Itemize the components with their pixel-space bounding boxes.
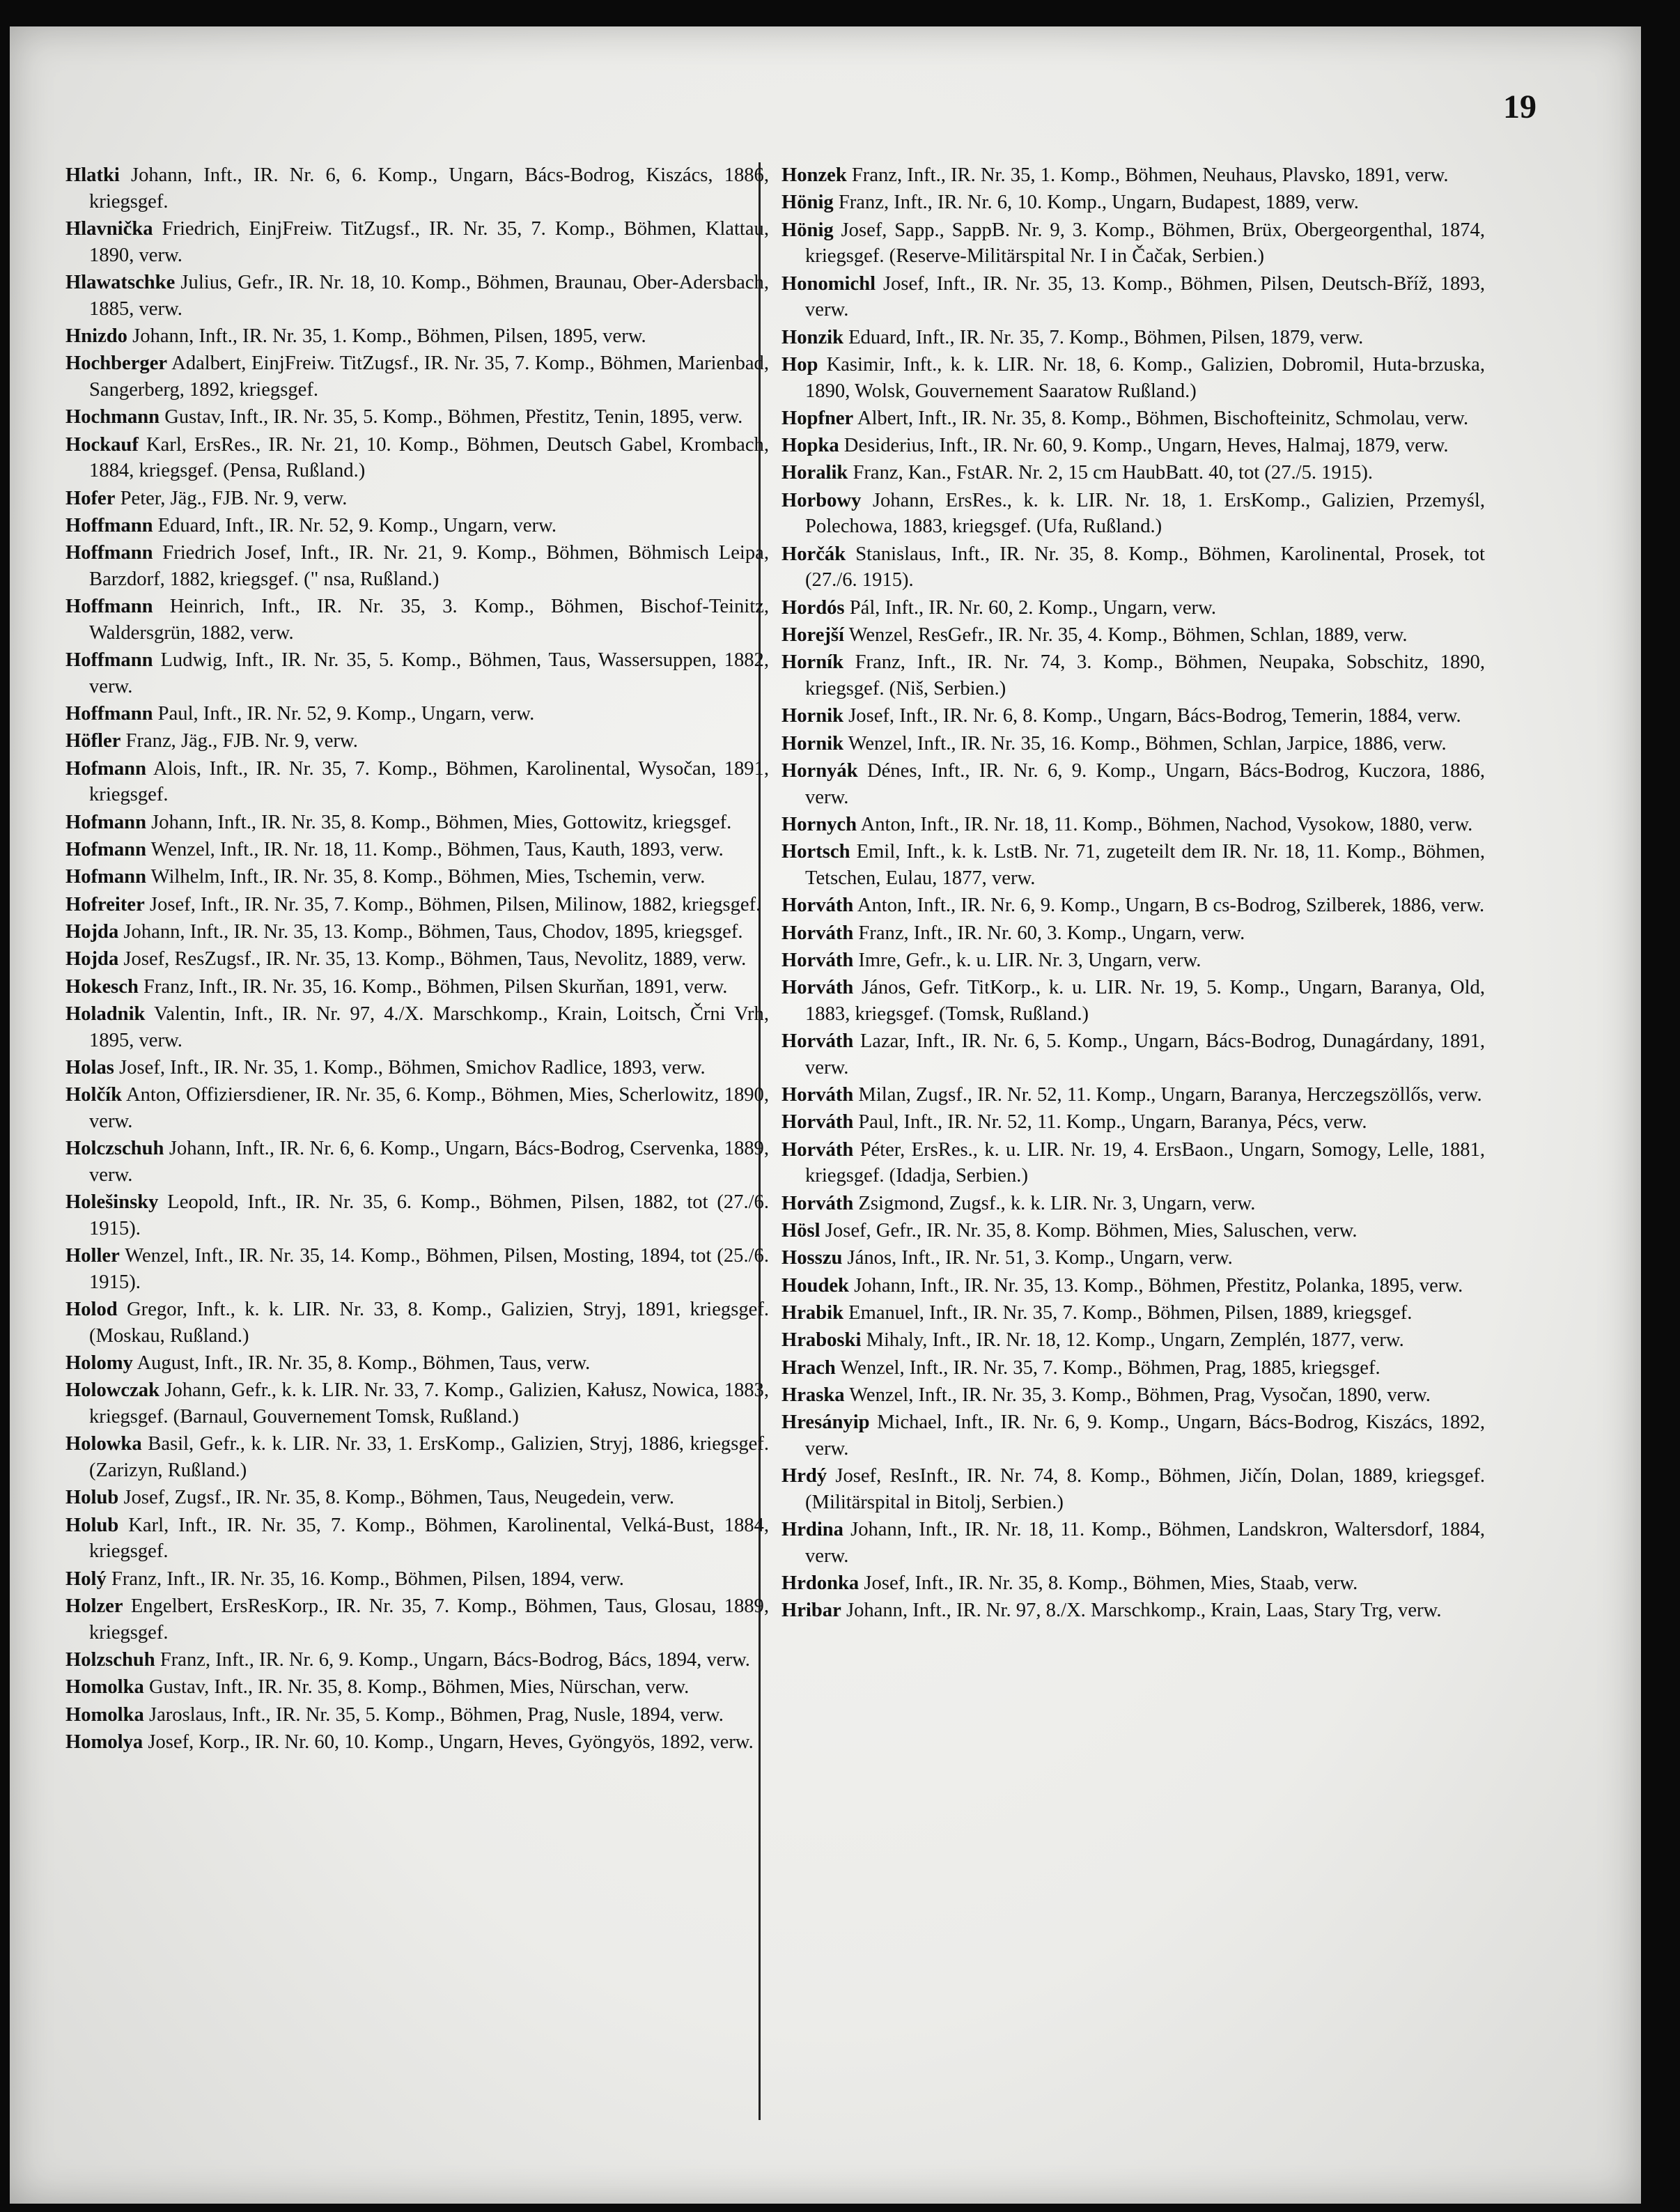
register-entry <box>65 1377 769 1430</box>
entry-details: Kasimir, Inft., k. k. LIR. Nr. 18, 6. Komp., Galizien, Dobromil, Huta-brzuska, 1890, Wolsk, Gouvernement Saaratow Rußland.) <box>805 353 1485 402</box>
register-entry <box>781 731 1485 757</box>
entry-surname: Holas <box>65 1056 114 1078</box>
entry-details: Franz, Inft., IR. Nr. 60, 3. Komp., Ungarn, verw. <box>858 922 1245 944</box>
page-number: 19 <box>1503 88 1537 125</box>
register-entry <box>65 919 769 945</box>
register-entry <box>65 486 769 512</box>
entry-details: Emil, Inft., k. k. LstB. Nr. 71, zugeteilt dem IR. Nr. 18, 11. Komp., Böhmen, Tetschen, Eulau, 1877, verw. <box>805 841 1485 889</box>
entry-details: Johann, Inft., IR. Nr. 6, 6. Komp., Ungarn, Bács-Bodrog, Kiszács, 1886, kriegsgef. <box>89 164 769 212</box>
entry-surname: Holzer <box>65 1595 123 1618</box>
entry-surname: Hokesch <box>65 975 139 998</box>
register-entry <box>781 1300 1485 1327</box>
entry-details: Paul, Inft., IR. Nr. 52, 11. Komp., Ungarn, Baranya, Pécs, verw. <box>858 1111 1367 1134</box>
register-entry <box>781 1327 1485 1354</box>
register-entry <box>781 190 1485 216</box>
register-entry <box>65 1485 769 1511</box>
register-entry <box>781 162 1485 189</box>
register-entry <box>781 433 1485 459</box>
register-entry <box>65 1647 769 1673</box>
entry-details: Anton, Inft., IR. Nr. 6, 9. Komp., Ungarn, B cs-Bodrog, Szilberek, 1886, verw. <box>857 895 1485 917</box>
entry-details: Michael, Inft., IR. Nr. 6, 9. Komp., Ungarn, Bács-Bodrog, Kiszács, 1892, verw. <box>805 1411 1485 1460</box>
entry-details: János, Gefr. TitKorp., k. u. LIR. Nr. 19, 5. Komp., Ungarn, Baranya, Old, 1883, kriegsgef. (Tomsk, Rußland.) <box>805 977 1485 1025</box>
register-entry <box>781 1082 1485 1108</box>
entry-surname: Horčák <box>781 543 846 565</box>
register-entry <box>65 270 769 322</box>
register-entry <box>65 540 769 592</box>
entry-details: Franz, Inft., IR. Nr. 6, 10. Komp., Ungarn, Budapest, 1889, verw. <box>838 192 1359 214</box>
entry-details: Pál, Inft., IR. Nr. 60, 2. Komp., Ungarn, verw. <box>849 596 1216 619</box>
entry-surname: Hresányip <box>781 1411 870 1434</box>
register-entry <box>781 622 1485 649</box>
entry-details: Eduard, Inft., IR. Nr. 52, 9. Komp., Ungarn, verw. <box>157 514 557 536</box>
entry-surname: Hoffmann <box>65 542 153 564</box>
entry-surname: Horváth <box>781 895 854 917</box>
entry-surname: Hrabik <box>781 1301 843 1324</box>
entry-details: Peter, Jäg., FJB. Nr. 9, verw. <box>120 487 348 509</box>
entry-details: Anton, Offiziersdiener, IR. Nr. 35, 6. Komp., Böhmen, Mies, Scherlowitz, 1890, verw. <box>89 1084 769 1132</box>
register-entry <box>65 1674 769 1701</box>
entry-details: Wenzel, Inft., IR. Nr. 35, 14. Komp., Böhmen, Pilsen, Mosting, 1894, tot (25./6. 1915). <box>89 1245 769 1293</box>
entry-surname: Hofreiter <box>65 893 145 915</box>
register-entry <box>65 216 769 268</box>
entry-details: Wenzel, Inft., IR. Nr. 35, 3. Komp., Böhmen, Prag, Vysočan, 1890, verw. <box>849 1384 1431 1406</box>
register-entry <box>781 595 1485 621</box>
register-entry <box>65 810 769 836</box>
register-entry <box>65 1243 769 1295</box>
entry-surname: Holomy <box>65 1352 133 1375</box>
entry-details: Gregor, Inft., k. k. LIR. Nr. 33, 8. Komp., Galizien, Stryj, 1891, kriegsgef. (Moskau, Rußland.) <box>89 1299 769 1347</box>
entry-surname: Holadnik <box>65 1003 146 1025</box>
register-entry <box>781 703 1485 729</box>
entry-surname: Hofer <box>65 487 116 509</box>
entry-surname: Hrach <box>781 1356 836 1379</box>
entry-details: Friedrich Josef, Inft., IR. Nr. 21, 9. Komp., Böhmen, Böhmisch Leipa, Barzdorf, 1882, kriegsgef. (" nsa, Rußland.) <box>89 542 769 590</box>
register-entry <box>781 271 1485 323</box>
entry-details: Josef, Inft., IR. Nr. 6, 8. Komp., Ungarn, Bács-Bodrog, Temerin, 1884, verw. <box>848 705 1461 727</box>
entry-details: Johann, Inft., IR. Nr. 35, 1. Komp., Böhmen, Pilsen, 1895, verw. <box>132 325 646 347</box>
entry-details: Johann, Gefr., k. k. LIR. Nr. 33, 7. Komp., Galizien, Kałusz, Nowica, 1883, kriegsgef. (Barnaul, Gouvernement Tomsk, Rußland.) <box>89 1379 769 1428</box>
entry-details: Zsigmond, Zugsf., k. k. LIR. Nr. 3, Ungarn, verw. <box>858 1192 1256 1214</box>
register-entry <box>65 1729 769 1756</box>
entry-details: Stanislaus, Inft., IR. Nr. 35, 8. Komp., Böhmen, Karolinental, Prosek, tot (27./6. 1915). <box>805 543 1485 591</box>
register-entry <box>65 1431 769 1483</box>
entry-details: Johann, Inft., IR. Nr. 6, 6. Komp., Ungarn, Bács-Bodrog, Cservenka, 1889, verw. <box>89 1138 769 1186</box>
entry-details: Wenzel, Inft., IR. Nr. 35, 16. Komp., Böhmen, Schlan, Jarpice, 1886, verw. <box>848 732 1447 755</box>
entry-details: Franz, Kan., FstAR. Nr. 2, 15 cm HaubBatt. 40, tot (27./5. 1915). <box>853 462 1374 484</box>
entry-surname: Holý <box>65 1568 107 1590</box>
register-entry <box>781 948 1485 974</box>
entry-surname: Hornych <box>781 813 857 835</box>
entry-surname: Hoffmann <box>65 596 153 618</box>
register-entry <box>65 594 769 646</box>
entry-surname: Hockauf <box>65 433 139 456</box>
entry-details: Basil, Gefr., k. k. LIR. Nr. 33, 1. ErsKomp., Galizien, Stryj, 1886, kriegsgef. (Zarizyn, Rußland.) <box>89 1433 770 1482</box>
register-entry <box>65 1513 769 1565</box>
entry-details: Wilhelm, Inft., IR. Nr. 35, 8. Komp., Böhmen, Mies, Tschemin, verw. <box>150 866 706 888</box>
register-entry <box>65 1566 769 1593</box>
entry-surname: Hordós <box>781 596 845 619</box>
entry-details: Imre, Gefr., k. u. LIR. Nr. 3, Ungarn, verw. <box>858 949 1201 971</box>
entry-details: Mihaly, Inft., IR. Nr. 18, 12. Komp., Ungarn, Zemplén, 1877, verw. <box>866 1329 1404 1352</box>
register-entry <box>781 405 1485 432</box>
register-entry <box>65 432 769 484</box>
register-entry <box>65 892 769 918</box>
register-entry <box>781 649 1485 702</box>
entry-details: János, Inft., IR. Nr. 51, 3. Komp., Ungarn, verw. <box>847 1247 1233 1269</box>
entry-details: Péter, ErsRes., k. u. LIR. Nr. 19, 4. ErsBaon., Ungarn, Somogy, Lelle, 1881, kriegsgef. (Idadja, Serbien.) <box>805 1138 1485 1187</box>
entry-surname: Hopfner <box>781 407 854 429</box>
register-entry <box>781 541 1485 594</box>
register-entry <box>781 892 1485 919</box>
entry-surname: Hofmann <box>65 757 146 780</box>
register-entry <box>65 974 769 1000</box>
register-entry <box>781 217 1485 270</box>
entry-surname: Hraboski <box>781 1329 862 1352</box>
entry-details: Lazar, Inft., IR. Nr. 6, 5. Komp., Ungarn, Bács-Bodrog, Dunagárdany, 1891, verw. <box>805 1030 1485 1078</box>
entry-details: Johann, Inft., IR. Nr. 97, 8./X. Marschkomp., Krain, Laas, Stary Trg, verw. <box>846 1600 1442 1622</box>
register-entry <box>781 1191 1485 1217</box>
entry-surname: Homolya <box>65 1731 143 1753</box>
entry-surname: Hojda <box>65 920 119 943</box>
entry-surname: Holod <box>65 1299 118 1321</box>
entry-surname: Homolka <box>65 1703 144 1726</box>
register-entry <box>781 1245 1485 1271</box>
entry-details: Josef, Inft., IR. Nr. 35, 13. Komp., Böhmen, Pilsen, Deutsch-Bříž, 1893, verw. <box>805 272 1485 321</box>
entry-details: Heinrich, Inft., IR. Nr. 35, 3. Komp., Böhmen, Bischof-Teinitz, Waldersgrün, 1882, verw. <box>89 596 769 644</box>
entry-details: Josef, Gefr., IR. Nr. 35, 8. Komp. Böhmen, Mies, Saluschen, verw. <box>825 1220 1358 1242</box>
entry-details: Alois, Inft., IR. Nr. 35, 7. Komp., Böhmen, Karolinental, Wysočan, 1891, kriegsgef. <box>89 757 770 806</box>
entry-details: Johann, ErsRes., k. k. LIR. Nr. 18, 1. ErsKomp., Galizien, Przemyśl, Polechowa, 1883, kriegsgef. (Ufa, Rußland.) <box>805 489 1485 538</box>
left-column <box>65 162 769 1756</box>
entry-details: Friedrich, EinjFreiw. TitZugsf., IR. Nr. 35, 7. Komp., Böhmen, Klattau, 1890, verw. <box>89 218 770 266</box>
entry-details: Wenzel, ResGefr., IR. Nr. 35, 4. Komp., Böhmen, Schlan, 1889, verw. <box>848 624 1408 647</box>
entry-details: Leopold, Inft., IR. Nr. 35, 6. Komp., Böhmen, Pilsen, 1882, tot (27./6. 1915). <box>89 1191 769 1239</box>
register-entry <box>65 323 769 350</box>
register-entry <box>65 1350 769 1377</box>
entry-details: Wenzel, Inft., IR. Nr. 18, 11. Komp., Böhmen, Taus, Kauth, 1893, verw. <box>150 839 724 861</box>
register-entry <box>781 1028 1485 1081</box>
register-entry <box>781 1273 1485 1299</box>
register-entry <box>65 728 769 755</box>
register-entry <box>65 1082 769 1134</box>
entry-surname: Horváth <box>781 1030 854 1053</box>
entry-surname: Holowka <box>65 1433 142 1455</box>
register-entry <box>65 1702 769 1728</box>
entry-details: Wenzel, Inft., IR. Nr. 35, 7. Komp., Böhmen, Prag, 1885, kriegsgef. <box>840 1356 1380 1379</box>
entry-details: Franz, Inft., IR. Nr. 35, 1. Komp., Böhmen, Neuhaus, Plavsko, 1891, verw. <box>851 164 1449 186</box>
entry-details: Karl, Inft., IR. Nr. 35, 7. Komp., Böhmen, Karolinental, Velká-Bust, 1884, kriegsgef. <box>89 1514 769 1563</box>
entry-surname: Holešinsky <box>65 1191 159 1214</box>
register-entry <box>781 1218 1485 1244</box>
register-entry <box>65 837 769 863</box>
entry-details: Josef, Inft., IR. Nr. 35, 8. Komp., Böhmen, Mies, Staab, verw. <box>864 1572 1358 1595</box>
entry-details: Josef, ResZugsf., IR. Nr. 35, 13. Komp., Böhmen, Taus, Nevolitz, 1889, verw. <box>123 948 747 970</box>
entry-surname: Hoffmann <box>65 649 153 672</box>
entry-surname: Hoffmann <box>65 514 153 536</box>
register-entry <box>781 488 1485 540</box>
register-entry <box>781 1598 1485 1624</box>
entry-surname: Hosszu <box>781 1247 843 1269</box>
entry-details: Jaroslaus, Inft., IR. Nr. 35, 5. Komp., Böhmen, Prag, Nusle, 1894, verw. <box>148 1703 724 1726</box>
entry-details: Milan, Zugsf., IR. Nr. 52, 11. Komp., Ungarn, Baranya, Herczegszöllős, verw. <box>858 1084 1482 1106</box>
document-page <box>10 26 1641 2204</box>
entry-surname: Hochberger <box>65 353 168 375</box>
entry-details: Engelbert, ErsResKorp., IR. Nr. 35, 7. Komp., Böhmen, Taus, Glosau, 1889, kriegsgef. <box>89 1595 769 1643</box>
entry-details: Franz, Inft., IR. Nr. 35, 16. Komp., Böhmen, Pilsen Skurňan, 1891, verw. <box>143 975 728 998</box>
register-entry <box>65 647 769 699</box>
register-entry <box>65 1055 769 1081</box>
entry-surname: Horváth <box>781 1138 854 1161</box>
register-entry <box>65 946 769 973</box>
register-entry <box>781 758 1485 810</box>
entry-details: Eduard, Inft., IR. Nr. 35, 7. Komp., Böhmen, Pilsen, 1879, verw. <box>848 326 1364 348</box>
register-entry <box>65 701 769 727</box>
entry-surname: Hönig <box>781 192 834 214</box>
entry-details: Josef, Zugsf., IR. Nr. 35, 8. Komp., Böhmen, Taus, Neugedein, verw. <box>123 1487 675 1509</box>
entry-details: Albert, Inft., IR. Nr. 35, 8. Komp., Böhmen, Bischofteinitz, Schmolau, verw. <box>857 407 1469 429</box>
entry-surname: Höfler <box>65 730 121 752</box>
entry-surname: Hojda <box>65 948 119 970</box>
entry-surname: Horváth <box>781 1084 854 1106</box>
entry-details: Johann, Inft., IR. Nr. 35, 8. Komp., Böhmen, Mies, Gottowitz, kriegsgef. <box>151 811 732 833</box>
register-entry <box>65 1593 769 1646</box>
entry-surname: Honomichl <box>781 272 876 295</box>
entry-surname: Holzschuh <box>65 1649 155 1671</box>
register-entry <box>781 975 1485 1027</box>
entry-surname: Hofmann <box>65 811 146 833</box>
register-entry <box>65 864 769 890</box>
register-entry <box>781 1355 1485 1382</box>
entry-details: Johann, Inft., IR. Nr. 18, 11. Komp., Böhmen, Landskron, Waltersdorf, 1884, verw. <box>805 1519 1485 1567</box>
register-entry <box>65 162 769 215</box>
entry-surname: Hop <box>781 353 818 376</box>
entry-details: Karl, ErsRes., IR. Nr. 21, 10. Komp., Böhmen, Deutsch Gabel, Krombach, 1884, kriegsgef. (Pensa, Rußland.) <box>89 433 769 482</box>
entry-surname: Hrdonka <box>781 1572 860 1595</box>
entry-details: Adalbert, EinjFreiw. TitZugsf., IR. Nr. 35, 7. Komp., Böhmen, Marienbad, Sangerberg, 1892, kriegsgef. <box>89 353 770 401</box>
entry-surname: Hribar <box>781 1600 841 1622</box>
entry-details: Desiderius, Inft., IR. Nr. 60, 9. Komp., Ungarn, Heves, Halmaj, 1879, verw. <box>843 435 1449 457</box>
entry-details: Emanuel, Inft., IR. Nr. 35, 7. Komp., Böhmen, Pilsen, 1889, kriegsgef. <box>848 1301 1413 1324</box>
entry-details: Franz, Jäg., FJB. Nr. 9, verw. <box>125 730 358 752</box>
entry-details: Ludwig, Inft., IR. Nr. 35, 5. Komp., Böhmen, Taus, Wassersuppen, 1882, verw. <box>89 649 769 697</box>
entry-surname: Holčík <box>65 1084 123 1106</box>
entry-surname: Horalik <box>781 462 848 484</box>
entry-surname: Hochmann <box>65 406 160 428</box>
entry-surname: Holowczak <box>65 1379 160 1402</box>
entry-surname: Horváth <box>781 977 854 999</box>
entry-surname: Hornik <box>781 705 843 727</box>
entry-surname: Hlavnička <box>65 218 153 240</box>
register-entry <box>781 1409 1485 1462</box>
register-entry <box>65 1136 769 1188</box>
register-entry <box>65 1297 769 1349</box>
register-entry <box>781 352 1485 404</box>
register-entry <box>781 1382 1485 1409</box>
entry-details: August, Inft., IR. Nr. 35, 8. Komp., Böhmen, Taus, verw. <box>137 1352 591 1375</box>
entry-surname: Horváth <box>781 1192 854 1214</box>
entry-surname: Hofmann <box>65 839 146 861</box>
entry-surname: Hrdina <box>781 1519 843 1541</box>
entry-surname: Horváth <box>781 949 854 971</box>
register-entry <box>781 1109 1485 1136</box>
entry-details: Franz, Inft., IR. Nr. 6, 9. Komp., Ungarn, Bács-Bodrog, Bács, 1894, verw. <box>160 1649 750 1671</box>
register-entry <box>65 1189 769 1242</box>
entry-surname: Holczschuh <box>65 1138 164 1160</box>
entry-surname: Horváth <box>781 1111 854 1134</box>
entry-surname: Hrdý <box>781 1465 827 1487</box>
entry-details: Josef, ResInft., IR. Nr. 74, 8. Komp., Böhmen, Jičín, Dolan, 1889, kriegsgef. (Militärspital in Bitolj, Serbien.) <box>805 1465 1485 1513</box>
entry-surname: Hoffmann <box>65 703 153 725</box>
register-entry <box>65 756 769 808</box>
register-entry <box>781 460 1485 486</box>
entry-surname: Holub <box>65 1487 119 1509</box>
register-entry <box>781 1517 1485 1569</box>
entry-surname: Hnizdo <box>65 325 127 347</box>
register-entry <box>781 920 1485 947</box>
entry-surname: Hönig <box>781 219 834 241</box>
entry-details: Josef, Korp., IR. Nr. 60, 10. Komp., Ungarn, Heves, Gyöngyös, 1892, verw. <box>148 1731 754 1753</box>
register-entry <box>781 325 1485 351</box>
entry-details: Dénes, Inft., IR. Nr. 6, 9. Komp., Ungarn, Bács-Bodrog, Kuczora, 1886, verw. <box>805 759 1485 808</box>
entry-surname: Hösl <box>781 1220 820 1242</box>
entry-surname: Hraska <box>781 1384 845 1406</box>
entry-surname: Hornik <box>781 732 843 755</box>
entry-surname: Horváth <box>781 922 854 944</box>
entry-surname: Houdek <box>781 1274 849 1297</box>
register-entry <box>65 1001 769 1053</box>
entry-surname: Holler <box>65 1245 120 1267</box>
entry-surname: Hofmann <box>65 866 146 888</box>
entry-surname: Horejší <box>781 624 844 647</box>
entry-details: Gustav, Inft., IR. Nr. 35, 8. Komp., Böhmen, Mies, Nürschan, verw. <box>148 1676 690 1699</box>
register-entry <box>781 812 1485 838</box>
entry-surname: Holub <box>65 1514 119 1536</box>
entry-details: Josef, Inft., IR. Nr. 35, 1. Komp., Böhmen, Smichov Radlice, 1893, verw. <box>119 1056 706 1078</box>
entry-surname: Hopka <box>781 435 839 457</box>
register-entry <box>781 1137 1485 1189</box>
entry-surname: Hlatki <box>65 164 120 186</box>
entry-surname: Hortsch <box>781 841 850 863</box>
entry-surname: Horník <box>781 651 843 674</box>
entry-surname: Homolka <box>65 1676 144 1699</box>
register-entry <box>65 513 769 539</box>
entry-surname: Horbowy <box>781 489 862 511</box>
entry-details: Anton, Inft., IR. Nr. 18, 11. Komp., Böhmen, Nachod, Vysokow, 1880, verw. <box>860 813 1473 835</box>
register-entry <box>65 404 769 431</box>
entry-details: Josef, Sapp., SappB. Nr. 9, 3. Komp., Böhmen, Brüx, Obergeorgenthal, 1874, kriegsgef. (Reserve-Militärspital Nr. I in Čačak, Serbien.) <box>805 219 1485 268</box>
entry-details: Gustav, Inft., IR. Nr. 35, 5. Komp., Böhmen, Přestitz, Tenin, 1895, verw. <box>164 406 743 428</box>
entry-details: Franz, Inft., IR. Nr. 35, 16. Komp., Böhmen, Pilsen, 1894, verw. <box>111 1568 624 1590</box>
right-column <box>781 162 1485 1625</box>
entry-details: Julius, Gefr., IR. Nr. 18, 10. Komp., Böhmen, Braunau, Ober-Adersbach, 1885, verw. <box>89 272 769 320</box>
entry-details: Valentin, Inft., IR. Nr. 97, 4./X. Marschkomp., Krain, Loitsch, Črni Vrh, 1895, verw. <box>89 1003 770 1051</box>
register-entry <box>65 350 769 403</box>
entry-details: Johann, Inft., IR. Nr. 35, 13. Komp., Böhmen, Přestitz, Polanka, 1895, verw. <box>854 1274 1463 1297</box>
register-entry <box>781 1570 1485 1597</box>
register-entry <box>781 1463 1485 1515</box>
register-entry <box>781 839 1485 891</box>
entry-surname: Hornyák <box>781 759 858 782</box>
entry-details: Johann, Inft., IR. Nr. 35, 13. Komp., Böhmen, Taus, Chodov, 1895, kriegsgef. <box>123 920 743 943</box>
entry-surname: Hlawatschke <box>65 272 176 293</box>
entry-details: Josef, Inft., IR. Nr. 35, 7. Komp., Böhmen, Pilsen, Milinow, 1882, kriegsgef. <box>149 893 761 915</box>
entry-details: Paul, Inft., IR. Nr. 52, 9. Komp., Ungarn, verw. <box>157 703 535 725</box>
entry-surname: Honzik <box>781 326 843 348</box>
entry-details: Franz, Inft., IR. Nr. 74, 3. Komp., Böhmen, Neupaka, Sobschitz, 1890, kriegsgef. (Niš, Serbien.) <box>805 651 1485 700</box>
entry-surname: Honzek <box>781 164 847 186</box>
